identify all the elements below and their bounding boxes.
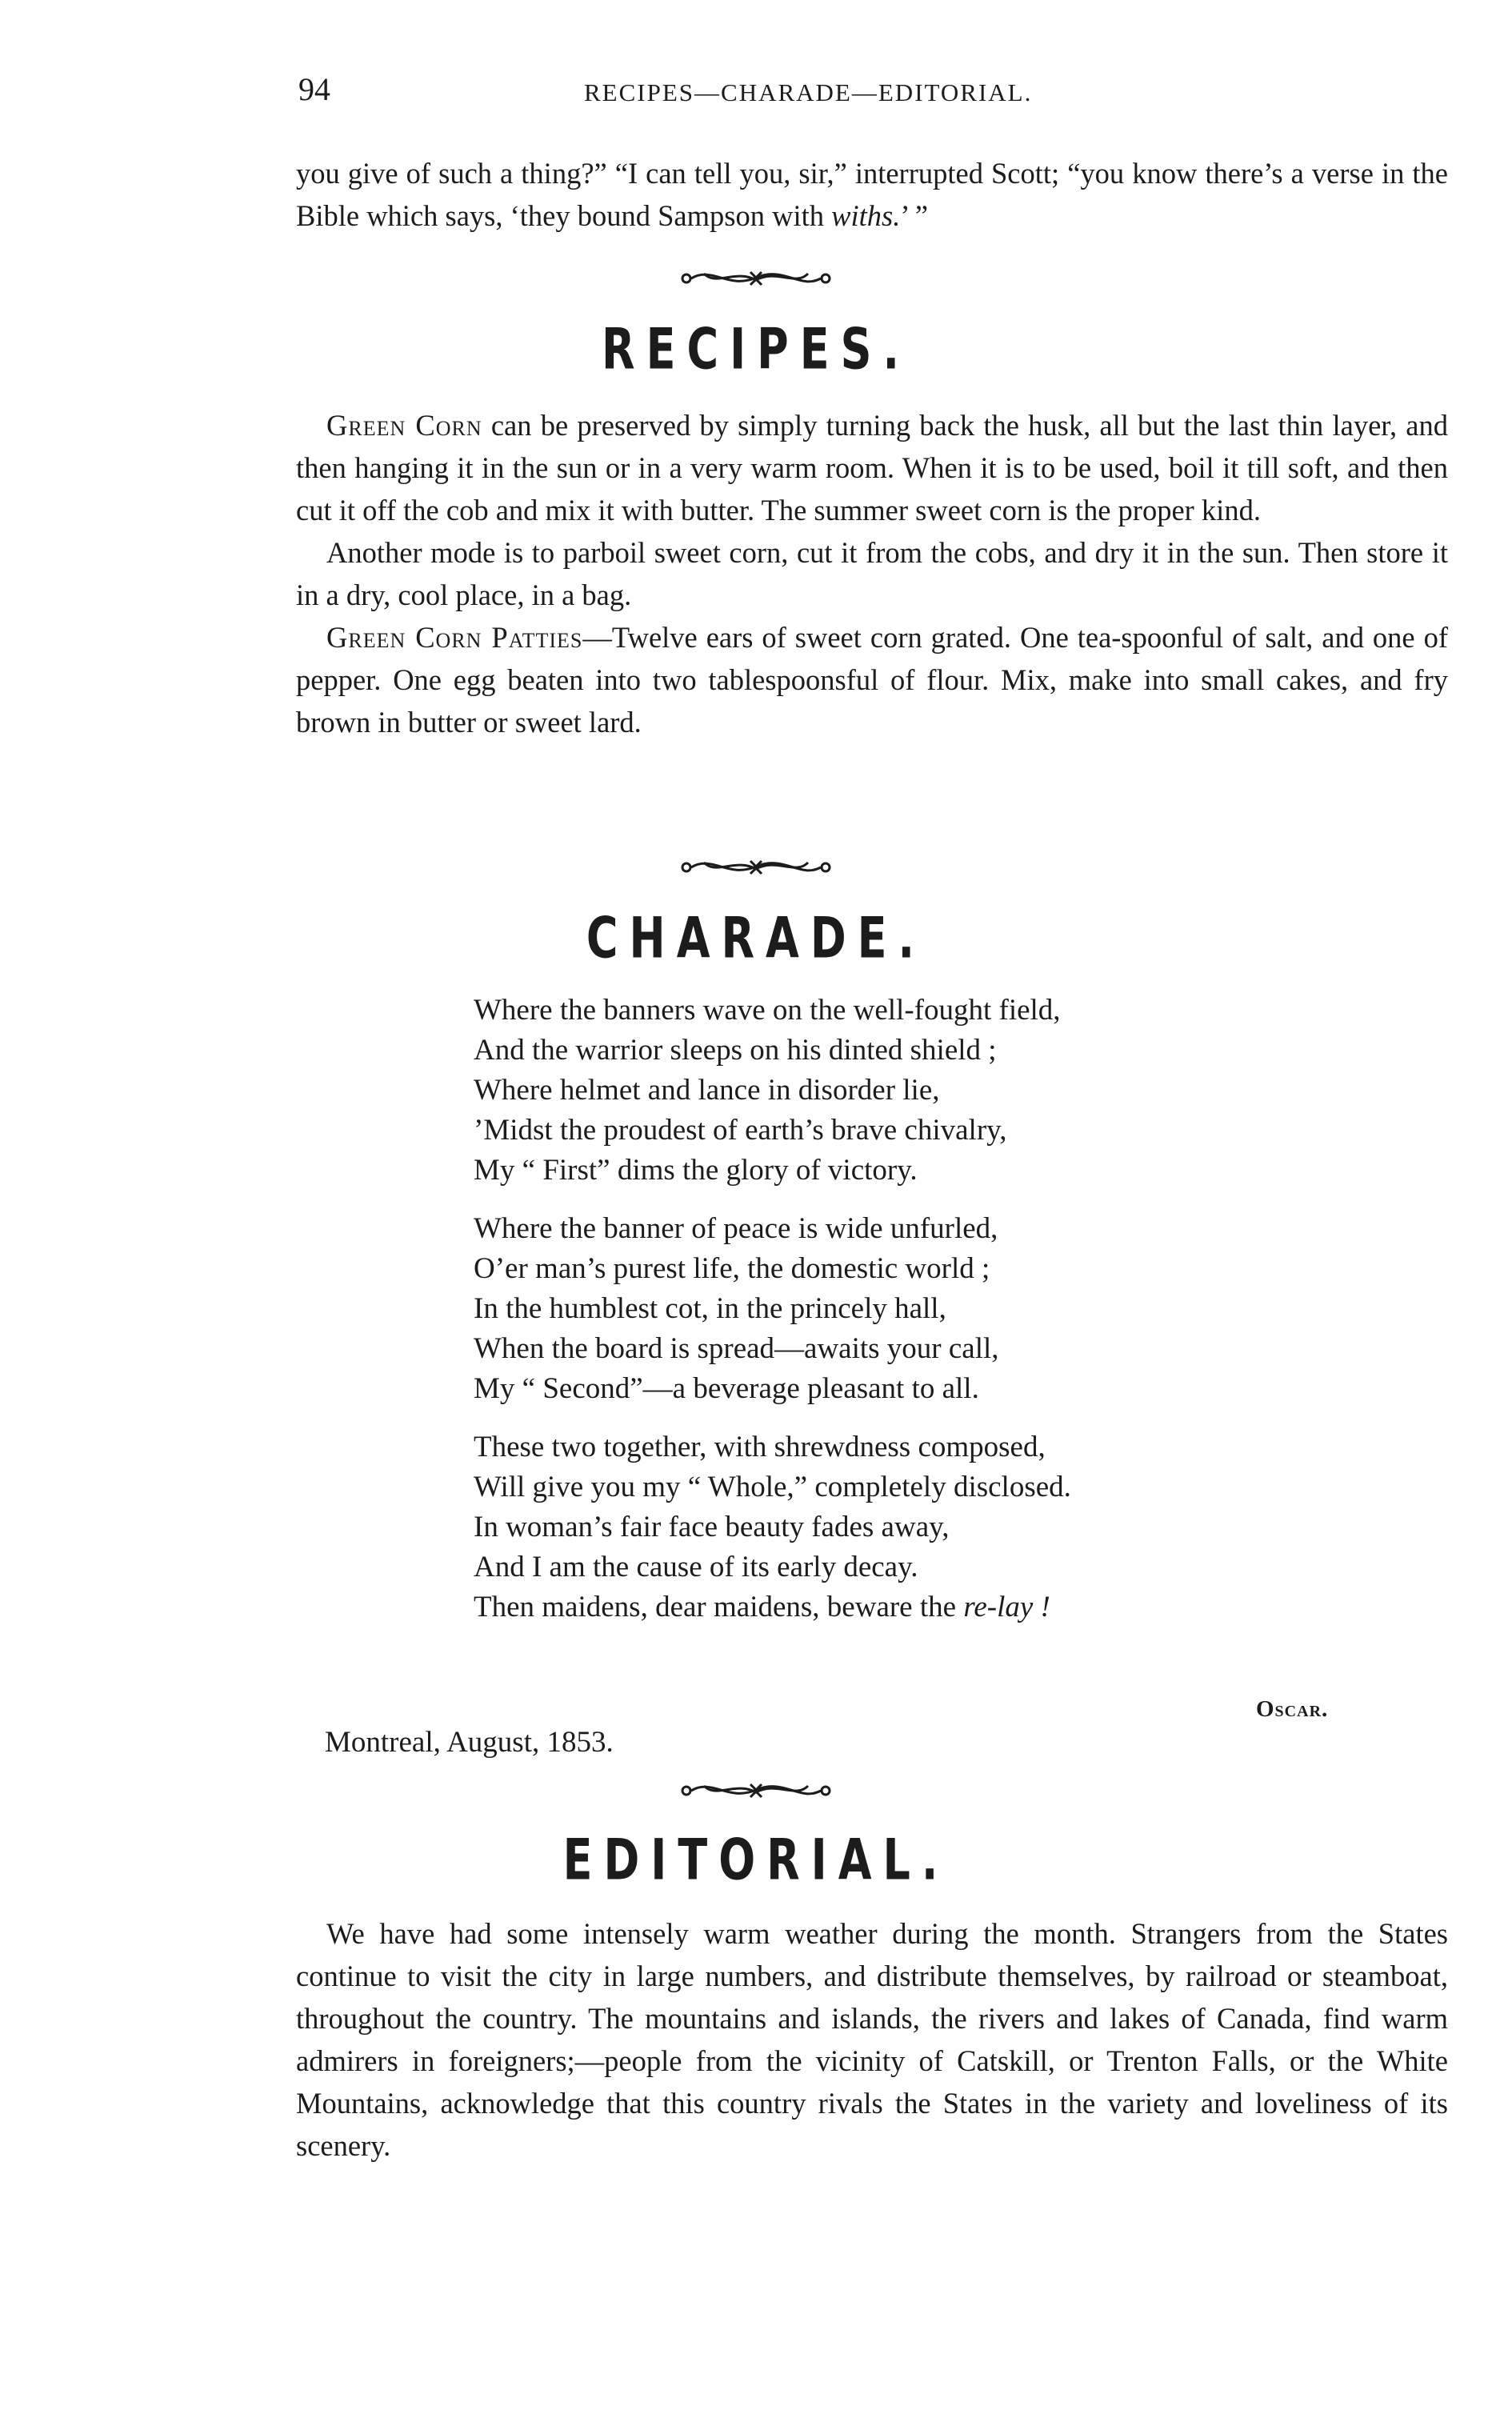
running-title: RECIPES—CHARADE—EDITORIAL. xyxy=(584,78,1033,106)
ornament-divider-3 xyxy=(0,1776,1512,1803)
poem-line: Where the banners wave on the well-fought field, xyxy=(474,994,1061,1027)
recipe-label-green-corn: Green Corn xyxy=(326,409,482,442)
recipes-heading: RECIPES. xyxy=(602,316,910,383)
poem-line: In woman’s fair face beauty fades away, xyxy=(474,1511,950,1543)
intro-italic: withs. xyxy=(831,199,901,232)
editorial-text: We have had some intensely warm weather during the month. Strangers from the States continue to visit the city in large numbers, and distribute themselves, by railroad or steamboat, throughout the country. The mountains and islands, the rivers and lakes of Canada, find warm admirers in foreigners;—people from the vicinity of Catskill, or Trenton Falls, or the White Mountains, acknowledge that this country rivals the States in the variety and loveliness of its scenery. xyxy=(296,1917,1448,2162)
scroll-ornament-icon xyxy=(680,853,832,880)
page-number: 94 xyxy=(298,71,330,107)
recipe-text-corn-patties: —Twelve ears of sweet corn grated. One tea-spoonful of salt, and one of pepper. One egg beaten into two tablespoonsful of flour. Mix, make into small cakes, and fry brown in butter or sweet lard. xyxy=(296,621,1448,739)
poem-line-text: Then maidens, dear maidens, beware the xyxy=(474,1591,964,1623)
charade-signature: Oscar. xyxy=(1256,1696,1329,1722)
scroll-ornament-icon xyxy=(680,1776,832,1803)
intro-text: you give of such a thing?” “I can tell you, sir,” interrupted Scott; “you know there’s a verse in the Bible which says, ‘they bound Sampson with xyxy=(296,157,1448,232)
stanza-second xyxy=(474,1209,1071,1409)
recipe-text-parboil: Another mode is to parboil sweet corn, cut it from the cobs, and dry it in the sun. Then store it in a dry, cool place, in a bag. xyxy=(296,536,1448,611)
stanza-whole xyxy=(474,1427,1071,1627)
poem-line: My “ Second”—a beverage pleasant to all. xyxy=(474,1372,979,1405)
recipe-label-corn-patties: Green Corn Patties xyxy=(326,621,583,654)
recipe-text-green-corn: can be preserved by simply turning back the husk, all but the last thin layer, and then hanging it in the sun or in a very warm room. When it is to be used, boil it till soft, and then cut it off the cob and mix it with butter. The summer sweet corn is the proper kind. xyxy=(296,409,1448,526)
poem-line: And I am the cause of its early decay. xyxy=(474,1551,918,1583)
poem-line: Where the banner of peace is wide unfurled, xyxy=(474,1212,998,1245)
poem-line: In the humblest cot, in the princely hall, xyxy=(474,1292,946,1325)
poem-line: ’Midst the proudest of earth’s brave chivalry, xyxy=(474,1114,1007,1147)
recipes-body xyxy=(296,404,1448,743)
poem-line: O’er man’s purest life, the domestic world ; xyxy=(474,1252,990,1285)
editorial-body xyxy=(296,1912,1448,2167)
poem-line-italic: re-lay ! xyxy=(963,1591,1050,1623)
poem-line: These two together, with shrewdness composed, xyxy=(474,1431,1046,1463)
stanza-first xyxy=(474,991,1071,1191)
poem-line: When the board is spread—awaits your call, xyxy=(474,1332,999,1365)
ornament-divider-1 xyxy=(0,264,1512,291)
poem-line: My “ First” dims the glory of victory. xyxy=(474,1154,918,1187)
intro-paragraph xyxy=(296,152,1448,237)
ornament-divider-2 xyxy=(0,853,1512,880)
scroll-ornament-icon xyxy=(680,264,832,291)
poem-line: And the warrior sleeps on his dinted shield ; xyxy=(474,1034,997,1067)
poem-line-last xyxy=(474,1587,1071,1627)
charade-dateline: Montreal, August, 1853. xyxy=(325,1726,614,1759)
charade-heading: CHARADE. xyxy=(586,905,926,972)
poem-line: Will give you my “ Whole,” completely disclosed. xyxy=(474,1471,1071,1503)
poem-line: Where helmet and lance in disorder lie, xyxy=(474,1074,940,1107)
editorial-heading: EDITORIAL. xyxy=(562,1827,950,1894)
charade-poem xyxy=(474,991,1071,1646)
intro-close: ’ ” xyxy=(900,199,929,232)
